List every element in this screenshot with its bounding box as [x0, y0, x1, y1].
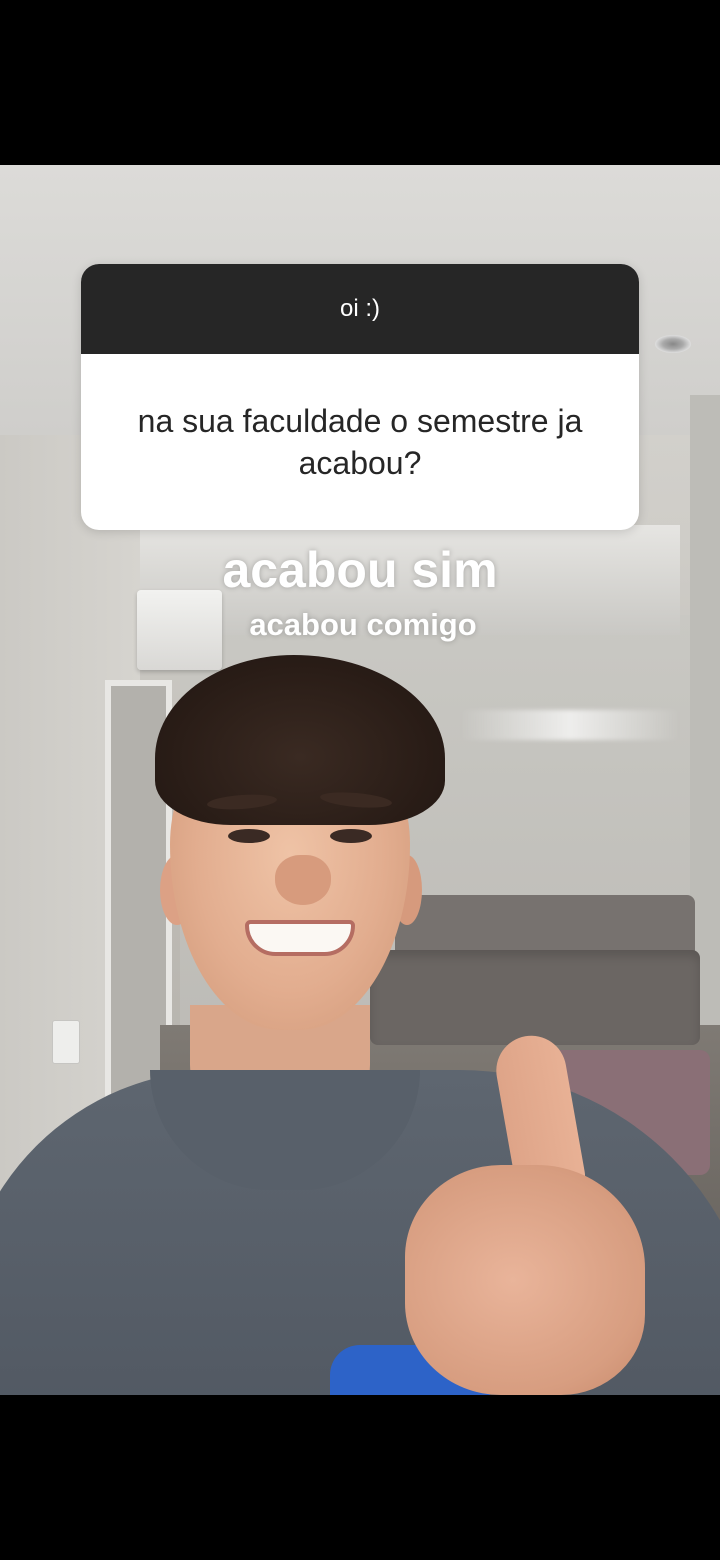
question-sticker-title: oi :) [339, 295, 380, 322]
question-sticker-header [81, 264, 639, 354]
question-sticker-body [81, 354, 639, 530]
answer-text-primary: acabou sim [222, 542, 498, 598]
question-sticker[interactable] [81, 264, 639, 530]
left-eye [228, 829, 270, 843]
hair [155, 655, 445, 825]
smile [245, 920, 355, 956]
question-text: na sua faculdade o semestre ja acabou? [137, 403, 583, 481]
answer-text-secondary: acabou comigo [249, 607, 477, 642]
right-eye [330, 829, 372, 843]
nose [275, 855, 331, 905]
thumbs-up-hand [405, 1165, 645, 1395]
